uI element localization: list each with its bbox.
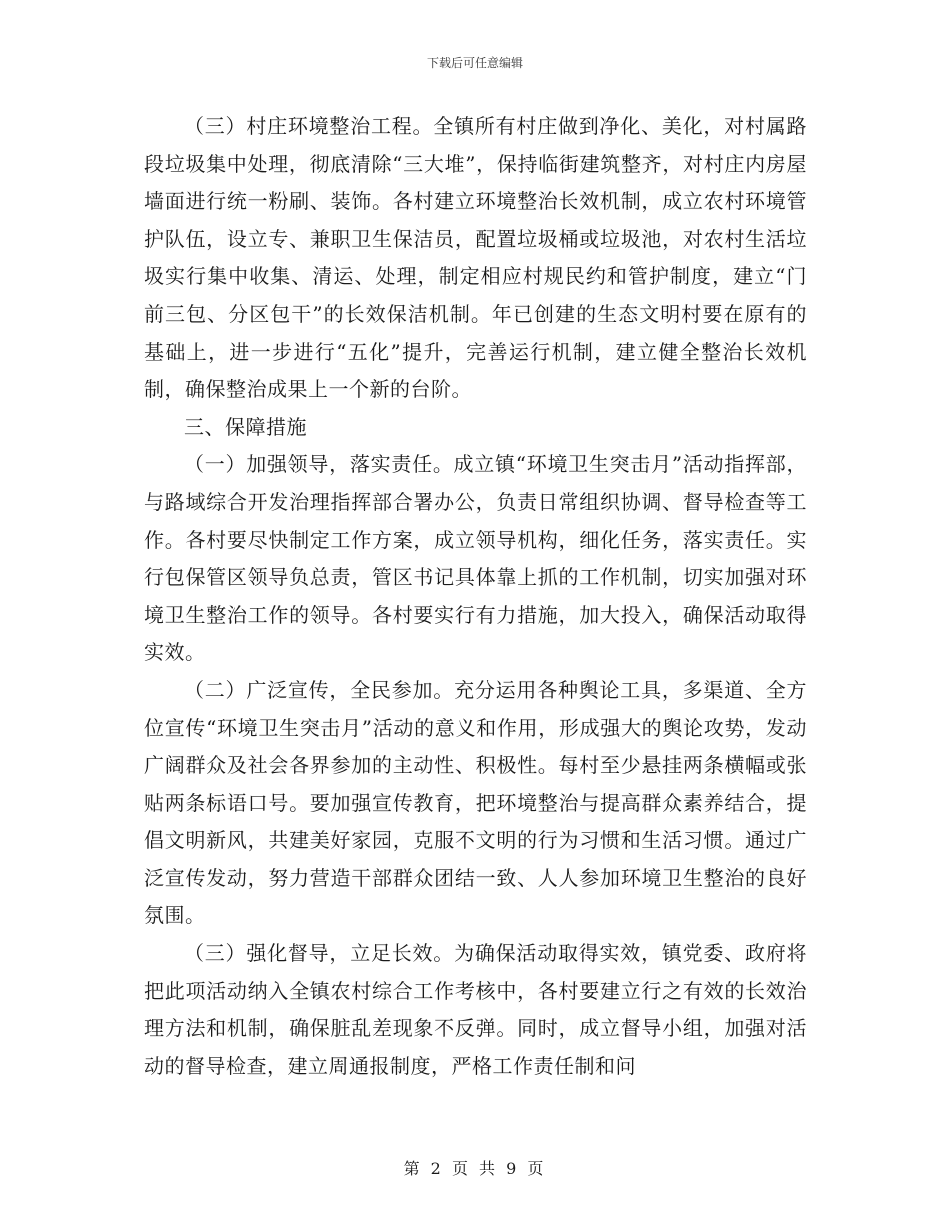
paragraph-supervision: （三）强化督导，立足长效。为确保活动取得实效，镇党委、政府将把此项活动纳入全镇农村综合工作考核中，各村要建立行之有效的长效治理方法和机制，确保脏乱差现象不反弹。同时，成立督导小组，加强对活动的督导检查，建立周通报制度，严格工作责任制和问 bbox=[144, 941, 807, 1078]
section-heading-safeguards: 三、保障措施 bbox=[184, 414, 307, 439]
paragraph-leadership: （一）加强领导，落实责任。成立镇“环境卫生突击月”活动指挥部，与路域综合开发治理指挥部合署办公，负责日常组织协调、督导检查等工作。各村要尽快制定工作方案，成立领导机构，细化任务，落实责任。实行包保管区领导负总责，管区书记具体靠上抓的工作机制，切实加强对环境卫生整治工作的领导。各村要实行有力措施，加大投入，确保活动取得实效。 bbox=[144, 452, 807, 665]
page-number: 第 2 页 共 9 页 bbox=[403, 1159, 547, 1178]
paragraph-village-environment: （三）村庄环境整治工程。全镇所有村庄做到净化、美化，对村属路段垃圾集中处理，彻底清除“三大堆”，保持临街建筑整齐，对村庄内房屋墙面进行统一粉刷、装饰。各村建立环境整治长效机制，成立农村环境管护队伍，设立专、兼职卫生保洁员，配置垃圾桶或垃圾池，对农村生活垃圾实行集中收集、清运、处理，制定相应村规民约和管护制度，建立“门前三包、分区包干”的长效保洁机制。年已创建的生态文明村要在原有的基础上，进一步进行“五化”提升，完善运行机制，建立健全整治长效机制，确保整治成果上一个新的台阶。 bbox=[144, 114, 807, 402]
paragraph-publicity: （二）广泛宣传，全民参加。充分运用各种舆论工具，多渠道、全方位宣传“环境卫生突击月”活动的意义和作用，形成强大的舆论攻势，发动广阔群众及社会各界参加的主动性、积极性。每村至少悬挂两条横幅或张贴两条标语口号。要加强宣传教育，把环境整治与提高群众素养结合，提倡文明新风，共建美好家园，克服不文明的行为习惯和生活习惯。通过广泛宣传发动，努力营造干部群众团结一致、人人参加环境卫生整治的良好氛围。 bbox=[144, 677, 807, 928]
page-header: 下载后可任意编辑 bbox=[426, 56, 523, 70]
document-body bbox=[144, 108, 807, 1085]
